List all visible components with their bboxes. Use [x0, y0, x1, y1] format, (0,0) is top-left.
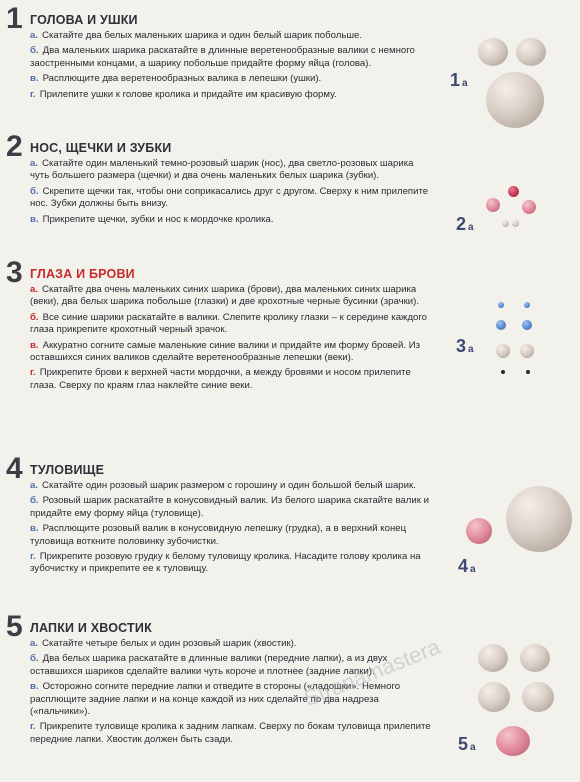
figure-label	[456, 336, 474, 357]
section-title: НОС, ЩЕЧКИ И ЗУБКИ	[30, 141, 172, 155]
figure-sub: а	[462, 78, 468, 89]
figure-number: 1	[450, 70, 461, 90]
step-text: Прикрепите щечки, зубки и нос к мордочке кролика.	[42, 213, 274, 225]
step-text: Скатайте два очень маленьких синих шарика (брови), два маленьких синих шарика (веки), два белых шарика побольше (глазки) и две крохотные черные бусинки (зрачки).	[30, 284, 420, 308]
figure-number: 3	[456, 336, 467, 356]
tiny-blue-ball	[498, 302, 504, 308]
small-blue-ball	[496, 320, 506, 330]
light-pink-ball	[522, 200, 536, 214]
step-text: Скрепите щечки так, чтобы они соприкасались друг с другом. Сверху к ним прилепите нос. Зубки должны быть внизу.	[30, 185, 429, 210]
step-item	[30, 367, 435, 392]
step-item	[30, 480, 435, 492]
step-text: Расплющите розовый валик в конусовидную лепешку (грудка), а в верхний конец туловища воткните половинку зубочистки.	[30, 523, 407, 547]
step-letter: в.	[30, 73, 39, 85]
step-item	[30, 89, 435, 101]
step-letter: б.	[30, 495, 39, 507]
step-text: Два маленьких шарика раскатайте в длинные веретенообразные валики с немного заостренными концами, а шарику побольше придайте форму яйца (голова).	[30, 45, 415, 69]
step-letter: а.	[30, 30, 39, 41]
figure-sub: а	[470, 564, 476, 575]
step-text: Прикрепите розовую грудку к белому туловищу кролика. Насадите голову кролика на зубочистку и прикрепите ее к туловищу.	[30, 551, 421, 575]
section-number: 3	[6, 256, 23, 289]
step-item	[30, 312, 435, 337]
figure-number: 5	[458, 734, 469, 754]
step-item	[30, 523, 435, 548]
figure-sub: а	[468, 344, 474, 355]
section-4	[0, 454, 580, 604]
white-ball	[478, 644, 508, 672]
figure-label	[450, 70, 468, 91]
section-number: 4	[6, 452, 23, 485]
step-letter: г.	[30, 721, 36, 733]
section-1	[0, 4, 580, 124]
large-white-ball	[506, 486, 572, 552]
step-letter: а.	[30, 158, 39, 169]
step-item	[30, 681, 435, 718]
figure-label	[458, 556, 476, 577]
step-text: Скатайте два белых маленьких шарика и один белый шарик побольше.	[42, 30, 363, 41]
small-blue-ball	[522, 320, 532, 330]
step-letter: в.	[30, 523, 39, 535]
step-text: Розовый шарик раскатайте в конусовидный валик. Из белого шарика скатайте валик и придайте ему форму яйца (туловище).	[30, 495, 429, 519]
white-eye-ball	[520, 344, 534, 358]
white-ball	[522, 682, 554, 712]
figure-label	[456, 214, 474, 235]
figure-number: 2	[456, 214, 467, 234]
tiny-white-ball	[502, 220, 509, 227]
figure-2	[450, 176, 580, 256]
step-list	[30, 30, 435, 104]
step-text: Два белых шарика раскатайте в длинные валики (передние лапки), а из двух оставшихся шариков сделайте валики чуть короче и плотнее (задние лапки).	[30, 653, 388, 677]
step-letter: б.	[30, 653, 39, 665]
step-text: Аккуратно согните самые маленькие синие валики и придайте им форму бровей. Из оставшихся синих валиков сделайте веретенообразные лепешки (веки).	[30, 339, 420, 364]
step-letter: а.	[30, 480, 39, 491]
step-item	[30, 73, 435, 85]
small-white-ball	[478, 38, 508, 66]
section-title: ГОЛОВА И УШКИ	[30, 13, 138, 27]
step-text: Скатайте один розовый шарик размером с горошину и один большой белый шарик.	[42, 480, 416, 491]
section-title: ГЛАЗА И БРОВИ	[30, 267, 135, 281]
step-text: Расплющите два веретенообразных валика в лепешки (ушки).	[42, 73, 322, 85]
section-5	[0, 612, 580, 782]
step-item	[30, 638, 435, 650]
pink-tail-ball	[496, 726, 530, 756]
step-item	[30, 495, 435, 520]
black-pupil	[501, 370, 505, 374]
step-letter: а.	[30, 284, 39, 295]
white-ball	[520, 644, 550, 672]
step-text: Все синие шарики раскатайте в валики. Слепите кролику глазки – к середине каждого глаза прикрепите крохотный черный зрачок.	[30, 311, 428, 336]
step-text: Прикрепите брови к верхней части мордочки, а между бровями и носом прилепите глаза. Сверху по краям глаз наклейте синие веки.	[30, 367, 411, 391]
light-pink-ball	[486, 198, 500, 212]
section-2	[0, 132, 580, 252]
step-list	[30, 158, 435, 229]
step-letter: б.	[30, 311, 39, 323]
step-item	[30, 214, 435, 226]
figure-sub: а	[468, 222, 474, 233]
pink-ball	[466, 518, 492, 544]
section-title: ЛАПКИ И ХВОСТИК	[30, 621, 152, 635]
step-letter: б.	[30, 185, 39, 197]
step-text: Прилепите ушки к голове кролика и придайте им красивую форму.	[39, 88, 337, 100]
tiny-blue-ball	[524, 302, 530, 308]
section-3	[0, 258, 580, 438]
step-item	[30, 340, 435, 365]
figure-label	[458, 734, 476, 755]
step-text: Скатайте один маленький темно-розовый шарик (нос), два светло-розовых шарика чуть большего размера (щечки) и два очень маленьких белых шарика (зубки).	[30, 158, 414, 182]
step-letter: г.	[30, 551, 36, 563]
figure-1	[450, 24, 580, 134]
small-white-ball	[516, 38, 546, 66]
step-text: Скатайте четыре белых и один розовый шарик (хвостик).	[42, 638, 297, 649]
step-item	[30, 30, 435, 42]
step-letter: г.	[30, 88, 36, 100]
white-eye-ball	[496, 344, 510, 358]
section-number: 2	[6, 130, 23, 163]
figure-sub: а	[470, 742, 476, 753]
step-letter: г.	[30, 367, 36, 379]
section-number: 1	[6, 2, 23, 35]
step-item	[30, 721, 435, 746]
figure-5	[450, 630, 580, 780]
step-item	[30, 158, 435, 183]
step-letter: в.	[30, 213, 39, 225]
step-letter: б.	[30, 45, 39, 57]
step-text: Осторожно согните передние лапки и отведите в стороны («ладошки». Немного расплющите задние лапки и на конце каждой из них сделайте по два надреза («пальчики»).	[30, 681, 401, 718]
step-letter: в.	[30, 339, 39, 351]
section-number: 5	[6, 610, 23, 643]
step-item	[30, 186, 435, 211]
section-title: ТУЛОВИЩЕ	[30, 463, 105, 477]
step-letter: а.	[30, 638, 39, 649]
step-letter: в.	[30, 681, 39, 693]
tiny-white-ball	[512, 220, 519, 227]
white-ball	[478, 682, 510, 712]
figure-number: 4	[458, 556, 469, 576]
step-list	[30, 638, 435, 749]
figure-4	[450, 474, 580, 604]
step-list	[30, 284, 435, 395]
step-item	[30, 551, 435, 576]
step-item	[30, 45, 435, 70]
watermark: Stranamastera	[300, 633, 444, 712]
figure-3	[450, 294, 580, 414]
step-item	[30, 284, 435, 309]
dark-pink-ball	[508, 186, 519, 197]
black-pupil	[526, 370, 530, 374]
large-white-ball	[486, 72, 544, 128]
step-text: Прикрепите туловище кролика к задним лапкам. Сверху по бокам туловища прилепите передние лапки. Хвостик должен быть сзади.	[30, 721, 431, 745]
step-list	[30, 480, 435, 579]
